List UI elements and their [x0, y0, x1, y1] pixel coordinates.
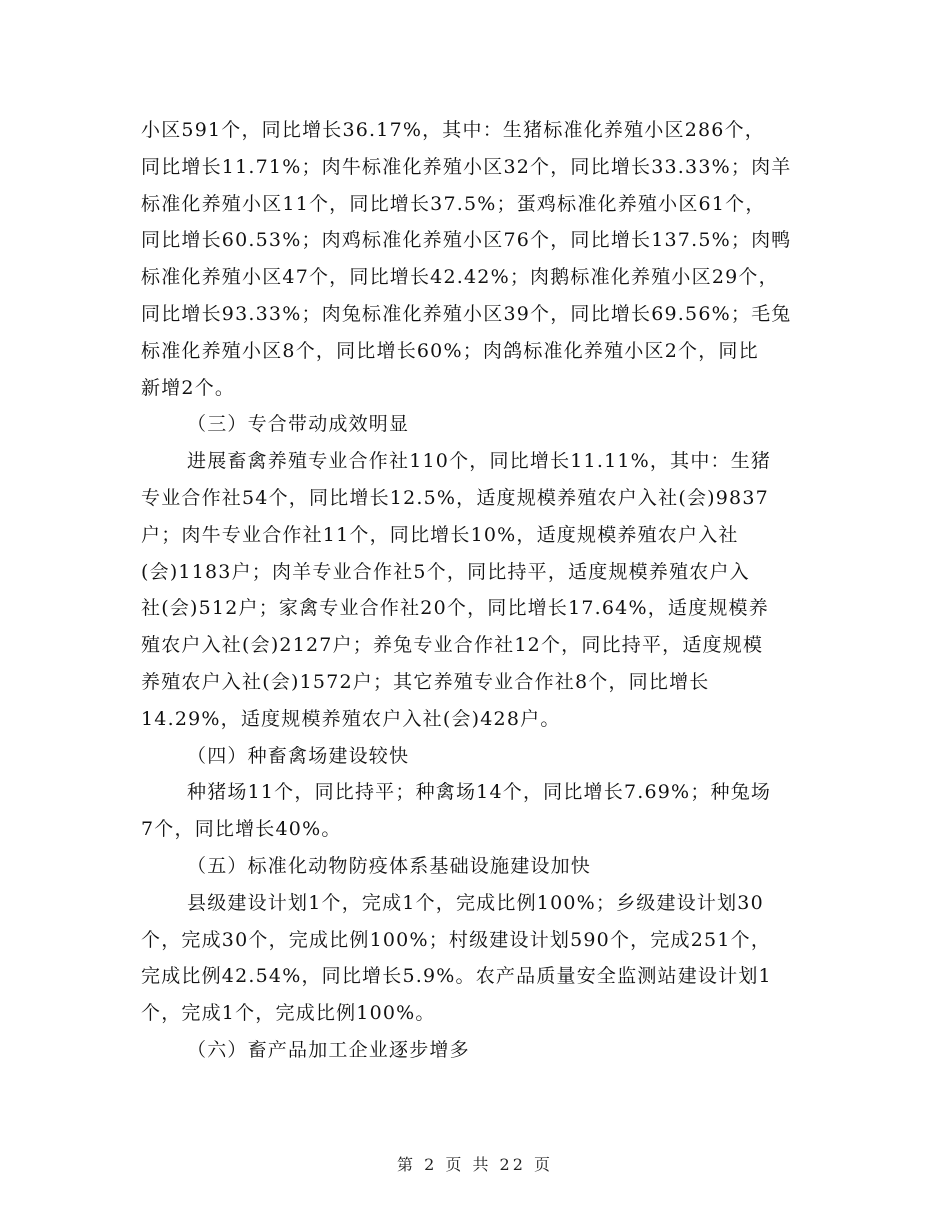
text-line: 标准化养殖小区11个，同比增长37.5%；蛋鸡标准化养殖小区61个， [141, 192, 766, 215]
section-heading: （五）标准化动物防疫体系基础设施建设加快 [187, 854, 592, 877]
text-line: 标准化养殖小区47个，同比增长42.42%；肉鹅标准化养殖小区29个， [141, 266, 779, 289]
text-line: 进展畜禽养殖专业合作社110个，同比增长11.11%，其中：生猪 [187, 450, 772, 473]
text-line: 同比增长60.53%；肉鸡标准化养殖小区76个，同比增长137.5%；肉鸭 [141, 229, 792, 252]
section-heading: （三）专合带动成效明显 [187, 413, 410, 436]
body-text [141, 112, 809, 1069]
text-line: 种猪场11个，同比持平；种禽场14个，同比增长7.69%；种兔场 [187, 781, 772, 804]
text-line: 专业合作社54个，同比增长12.5%，适度规模养殖农户入社(会)9837 [141, 486, 769, 509]
text-line: 完成比例42.54%，同比增长5.9%。农产品质量安全监测站建设计划1 [141, 965, 772, 988]
text-line: 小区591个，同比增长36.17%，其中：生猪标准化养殖小区286个， [141, 119, 765, 141]
text-line: 同比增长93.33%；肉兔标准化养殖小区39个，同比增长69.56%；毛兔 [141, 302, 792, 325]
text-line: 社(会)512户；家禽专业合作社20个，同比增长17.64%，适度规模养 [141, 597, 769, 620]
text-line: 养殖农户入社(会)1572户；其它养殖专业合作社8个，同比增长 [141, 670, 710, 693]
text-line: 同比增长11.71%；肉牛标准化养殖小区32个，同比增长33.33%；肉羊 [141, 155, 792, 178]
page-footer: 第 2 页 共 22 页 [397, 1155, 553, 1174]
text-line: 14.29%，适度规模养殖农户入社(会)428户。 [141, 707, 561, 730]
section-heading: （六）畜产品加工企业逐步增多 [187, 1038, 470, 1061]
text-line: 7个，同比增长40%。 [141, 818, 342, 841]
text-line: 县级建设计划1个，完成1个，完成比例100%；乡级建设计划30 [187, 891, 764, 914]
section-heading: （四）种畜禽场建设较快 [187, 744, 410, 767]
text-line: 户；肉牛专业合作社11个，同比增长10%，适度规模养殖农户入社 [141, 523, 739, 546]
text-line: 新增2个。 [141, 376, 236, 399]
text-line: 殖农户入社(会)2127户；养兔专业合作社12个，同比持平，适度规模 [141, 634, 764, 657]
text-line: 个，完成1个，完成比例100%。 [141, 1002, 436, 1025]
text-line: 个，完成30个，完成比例100%；村级建设计划590个，完成251个， [141, 928, 772, 951]
text-line: 标准化养殖小区8个，同比增长60%；肉鸽标准化养殖小区2个，同比 [141, 339, 759, 362]
text-line: (会)1183户；肉羊专业合作社5个，同比持平，适度规模养殖农户入 [141, 560, 750, 583]
